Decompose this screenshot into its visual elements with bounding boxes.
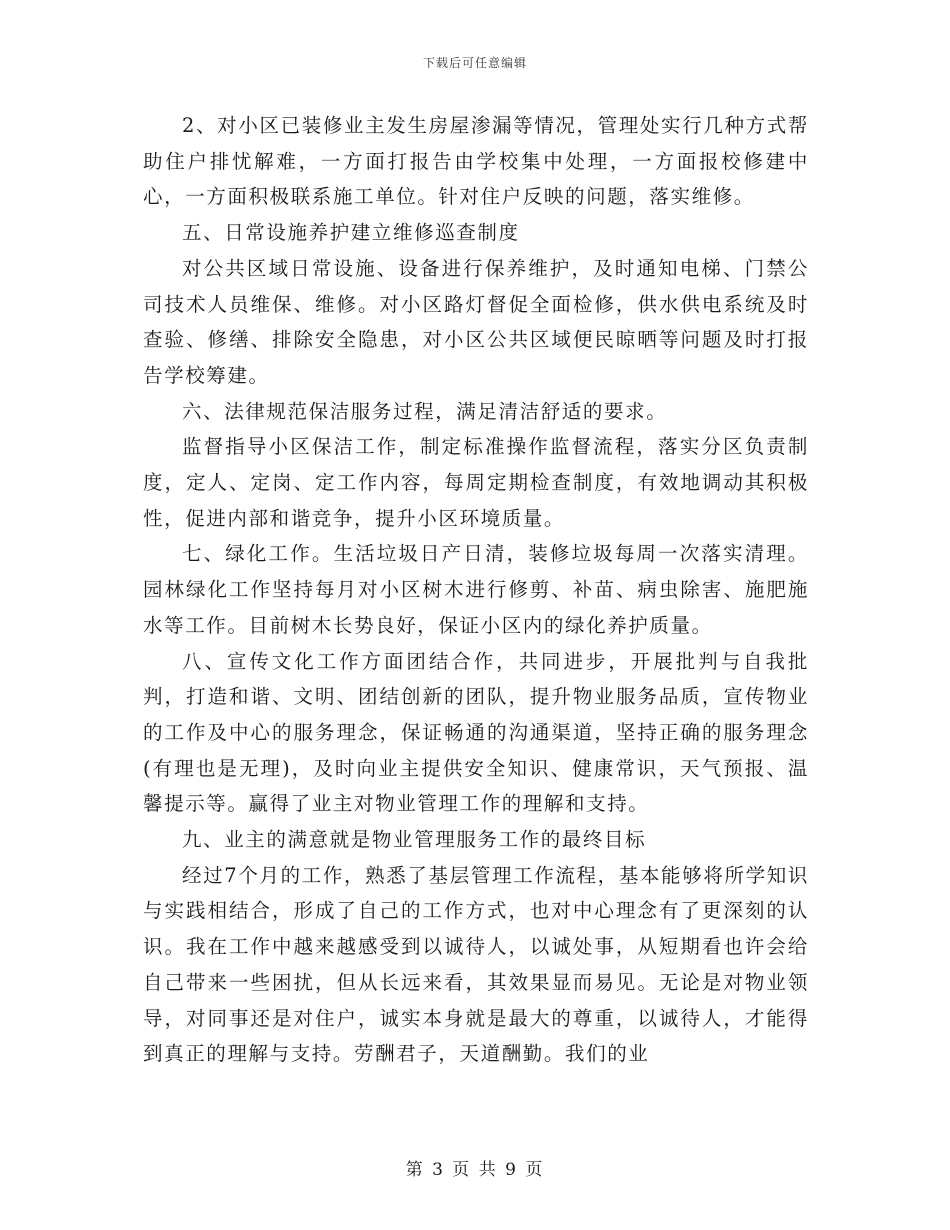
paragraph-publicity-culture: 八、宣传文化工作方面团结合作，共同进步，开展批判与自我批判，打造和谐、文明、团结创新的团队，提升物业服务品质，宣传物业的工作及中心的服务理念，保证畅通的沟通渠道，坚持正确的服务理念(有理也是无理)，及时向业主提供安全知识、健康常识，天气预报、温馨提示等。赢得了业主对物业管理工作的理解和支持。 <box>143 649 809 816</box>
paragraph-cleaning-service: 监督指导小区保洁工作，制定标准操作监督流程，落实分区负责制度，定人、定岗、定工作内容，每周定期检查制度，有效地调动其积极性，促进内部和谐竞争，提升小区环境质量。 <box>143 435 809 530</box>
heading-owner-satisfaction: 九、业主的满意就是物业管理服务工作的最终目标 <box>182 828 647 852</box>
heading-cleaning-service: 六、法律规范保洁服务过程，满足清洁舒适的要求。 <box>182 399 668 423</box>
paragraph-greening: 七、绿化工作。生活垃圾日产日清，装修垃圾每周一次落实清理。园林绿化工作坚持每月对小区树木进行修剪、补苗、病虫除害、施肥施水等工作。目前树木长势良好，保证小区内的绿化养护质量。 <box>143 542 809 637</box>
paragraph-facility-maintenance: 对公共区域日常设施、设备进行保养维护，及时通知电梯、门禁公司技术人员维保、维修。对小区路灯督促全面检修，供水供电系统及时查验、修缮、排除安全隐患，对小区公共区域便民晾晒等问题及时打报告学校筹建。 <box>143 256 809 387</box>
heading-facility-maintenance: 五、日常设施养护建立维修巡查制度 <box>182 221 520 245</box>
page-header-note: 下载后可任意编辑 <box>422 56 527 70</box>
page-number-footer: 第 3 页 共 9 页 <box>405 1160 545 1180</box>
paragraph-repair-leak: 2、对小区已装修业主发生房屋渗漏等情况，管理处实行几种方式帮助住户排忧解难，一方面打报告由学校集中处理，一方面报校修建中心，一方面积极联系施工单位。针对住户反映的问题，落实维修。 <box>143 114 809 209</box>
document-body <box>143 108 809 1072</box>
paragraph-work-summary: 经过7个月的工作，熟悉了基层管理工作流程，基本能够将所学知识与实践相结合，形成了自己的工作方式，也对中心理念有了更深刻的认识。我在工作中越来越感受到以诚待人，以诚处事，从短期看也许会给自己带来一些困扰，但从长远来看，其效果显而易见。无论是对物业领导，对同事还是对住户，诚实本身就是最大的尊重，以诚待人，才能得到真正的理解与支持。劳酬君子，天道酬勤。我们的业 <box>143 863 809 1066</box>
